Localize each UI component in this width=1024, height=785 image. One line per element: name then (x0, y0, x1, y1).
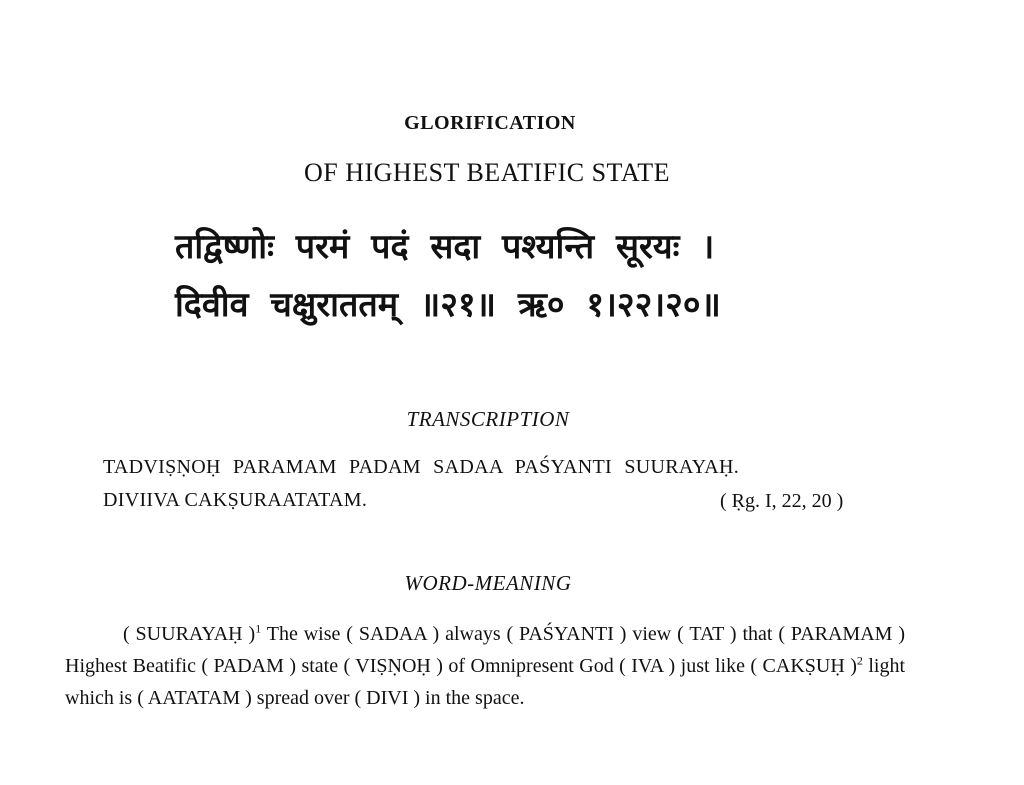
verse-reference: ( Ṛg. I, 22, 20 ) (720, 490, 844, 512)
footnote-marker: 2 (856, 653, 863, 668)
sanskrit-verse-line-2: दिवीव चक्षुराततम् ॥२१॥ ऋ० १।२२।२०॥ (175, 285, 721, 325)
transcription-line-2: DIVIIVA CAKṢURAATATAM. (103, 489, 368, 511)
footnote-marker: 1 (255, 621, 262, 636)
transcription-heading: TRANSCRIPTION (406, 407, 570, 431)
meaning-segment: ( SUURAYAḤ ) (123, 623, 256, 645)
meaning-segment: The wise ( SADAA ) always ( PAŚYANTI ) view ( TAT ) that ( PARAMAM ) Highest Beatific ( PADAM ) state ( VIṢṆOḤ ) of Omnipresent God ( IVA ) just like ( CAKṢUḤ ) (65, 623, 906, 677)
title-line-1: GLORIFICATION (404, 112, 576, 134)
sanskrit-verse-line-1: तद्विष्णोः परमं पदं सदा पश्यन्ति सूरयः । (175, 227, 715, 267)
word-meaning-heading: WORD-MEANING (404, 571, 572, 595)
title-line-2: OF HIGHEST BEATIFIC STATE (303, 158, 670, 187)
word-meaning-paragraph (65, 618, 905, 714)
transcription-line-1: TADVIṢṆOḤ PARAMAM PADAM SADAA PAŚYANTI SUURAYAḤ. (103, 456, 740, 478)
meaning-segment: light which is ( AATATAM ) spread over ( DIVI ) in the space. (65, 655, 906, 709)
